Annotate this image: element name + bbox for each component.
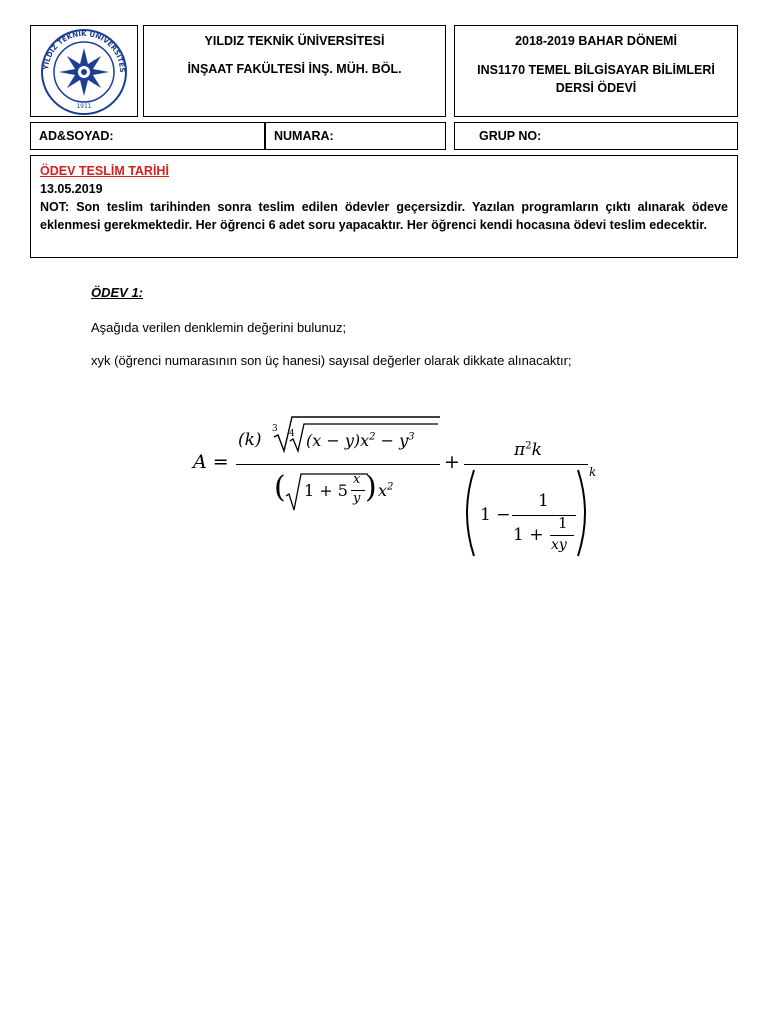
faculty-name: İNŞAAT FAKÜLTESİ İNŞ. MÜH. BÖL. (187, 62, 402, 76)
den1-open-paren: ( (274, 470, 286, 505)
num2: $\pi^2k$ (514, 440, 542, 460)
notice-text: NOT: Son teslim tarihinden sonra teslim edilen ödevler geçersizdir. Yazılan programların çıktı alınarak ödeve eklenmesi gerekmektedir. Her öğrenci 6 adet soru yapacaktır. Her öğrenci kendi hocasına ödevi teslim edecektir. (40, 200, 728, 232)
assignment-line-1: Aşağıda verilen denklemin değerini bulunuz; (91, 320, 347, 335)
group-label: GRUP NO: (479, 129, 542, 143)
logo-text: YILDIZ TEKNİK ÜNİVERSİTES (42, 29, 127, 73)
fraction-bar-2 (464, 464, 588, 465)
exponent-k: k (589, 465, 597, 479)
formula-lhs: A = (193, 451, 229, 473)
fourth-root-index: 4 (289, 429, 295, 439)
number-label: NUMARA: (274, 129, 334, 143)
name-label: AD&SOYAD: (39, 129, 114, 143)
den1-close-paren: ) (365, 470, 377, 505)
assignment-line-2: xyk (öğrenci numarasının son üç hanesi) sayısal değerler olarak dikkate alınacaktır; (91, 353, 572, 368)
den1-frac-y: y (353, 491, 361, 506)
num1-k: (k) (238, 430, 262, 450)
fraction-bar-1 (236, 464, 440, 465)
den1-frac-x: x (353, 472, 361, 487)
den1-one-plus-five: 1 + 5 (304, 481, 348, 500)
course-title: INS1170 TEMEL BİLGİSAYAR BİLİMLERİ (477, 63, 715, 77)
assignment-title: ÖDEV 1: (91, 285, 144, 300)
term: 2018-2019 BAHAR DÖNEMİ (515, 34, 677, 48)
notice-date: 13.05.2019 (40, 182, 103, 196)
den2-inner-one-plus: 1 + (513, 525, 544, 545)
radicand: $(x - y)x^2 - y^3$ (306, 431, 415, 450)
notice-title: ÖDEV TESLİM TARİHİ (40, 164, 169, 178)
university-name: YILDIZ TEKNİK ÜNİVERSİTESİ (204, 34, 385, 48)
den2-inner-num: 1 (558, 514, 568, 532)
plus-sign: + (444, 451, 460, 473)
den1-x-squared: $x^2$ (378, 481, 394, 500)
cube-root-index: 3 (272, 424, 278, 434)
den2-num-one: 1 (538, 491, 549, 511)
den2-inner-den: xy (551, 537, 567, 553)
den2-one-minus: 1 − (480, 505, 511, 525)
logo-year: 1911 (76, 103, 92, 110)
course-subtitle: DERSİ ÖDEVİ (555, 81, 637, 95)
den2-inner-bar (550, 535, 574, 536)
